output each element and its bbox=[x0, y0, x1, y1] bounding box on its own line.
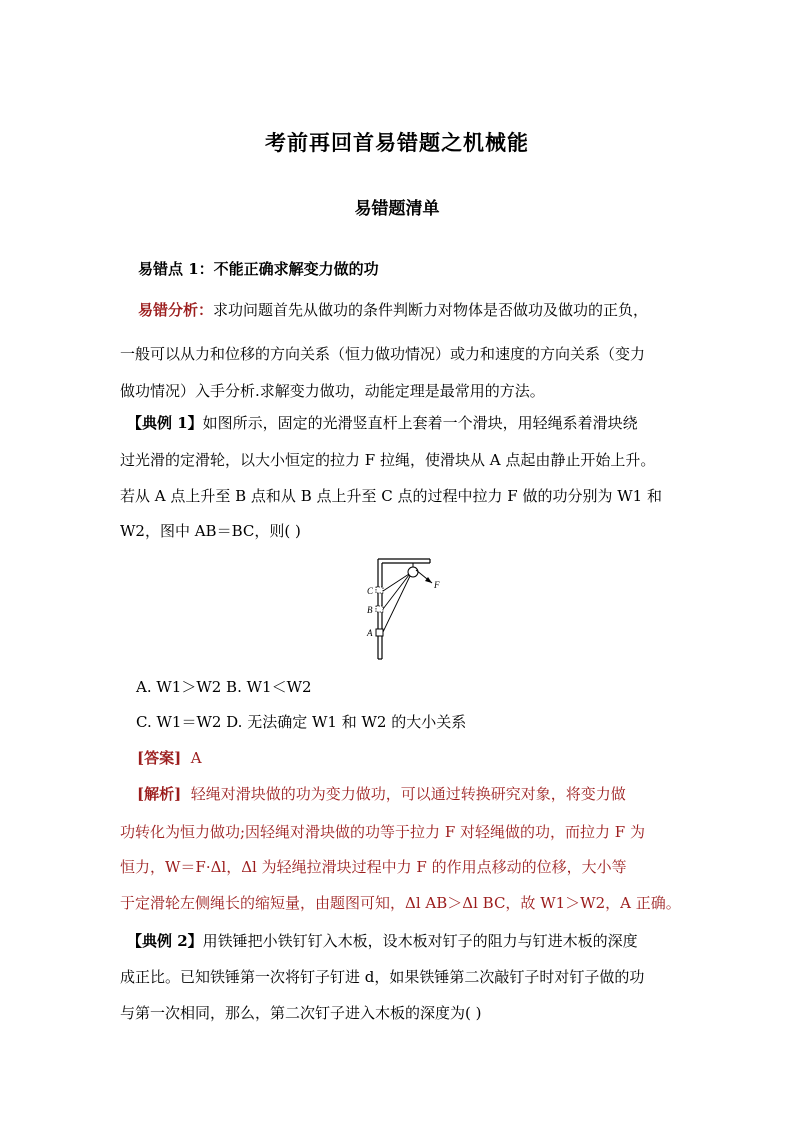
analysis-line-1 bbox=[138, 300, 648, 320]
example1-line-3: 若从 A 点上升至 B 点和从 B 点上升至 C 点的过程中拉力 F 做的功分别为 W1 和 bbox=[120, 487, 662, 505]
label-f: F bbox=[434, 580, 440, 590]
analysis-text-1: 求功问题首先从做功的条件判断力对物体是否做功及做功的正负， bbox=[213, 301, 649, 319]
explain-line-1 bbox=[137, 784, 626, 804]
example1-line-1 bbox=[127, 413, 638, 433]
slider-b bbox=[376, 606, 383, 612]
analysis-line-3: 做功情况）入手分析.求解变力做功，动能定理是最常用的方法。 bbox=[120, 382, 545, 400]
rope-to-b bbox=[383, 575, 409, 609]
label-b: B bbox=[367, 605, 373, 615]
explain-text-1: 轻绳对滑块做的功为变力做功，可以通过转换研究对象，将变力做 bbox=[190, 785, 626, 803]
rope-to-c bbox=[383, 574, 409, 591]
example1-line-2: 过光滑的定滑轮，以大小恒定的拉力 F 拉绳，使滑块从 A 点起由静止开始上升。 bbox=[120, 451, 656, 469]
explain-label: [解析] bbox=[137, 785, 182, 803]
example1-label: 【典例 1】 bbox=[127, 414, 203, 432]
example2-line-3: 与第一次相同，那么，第二次钉子进入木板的深度为( ) bbox=[120, 1004, 482, 1022]
example2-line-1 bbox=[127, 931, 638, 951]
options-line-2: C. W1＝W2 D. 无法确定 W1 和 W2 的大小关系 bbox=[136, 713, 467, 731]
pulley-diagram bbox=[362, 555, 442, 661]
analysis-label: 易错分析： bbox=[138, 301, 214, 319]
pulley-wheel bbox=[408, 567, 418, 577]
example2-label: 【典例 2】 bbox=[127, 932, 203, 950]
options-line-1: A. W1＞W2 B. W1＜W2 bbox=[136, 678, 312, 696]
example1-text-1: 如图所示，固定的光滑竖直杆上套着一个滑块，用轻绳系着滑块绕 bbox=[202, 414, 638, 432]
document-subtitle: 易错题清单 bbox=[354, 199, 440, 219]
label-a: A bbox=[367, 628, 373, 638]
document-title: 考前再回首易错题之机械能 bbox=[265, 130, 529, 155]
point1-heading: 易错点 1：不能正确求解变力做的功 bbox=[138, 260, 379, 278]
answer-label: [答案] bbox=[137, 749, 182, 767]
example2-text-1: 用铁锤把小铁钉钉入木板，设木板对钉子的阻力与钉进木板的深度 bbox=[202, 932, 638, 950]
explain-line-3: 恒力，W＝F·Δl，Δl 为轻绳拉滑块过程中力 F 的作用点移动的位移，大小等 bbox=[120, 858, 627, 876]
slider-a bbox=[376, 629, 383, 636]
example2-line-2: 成正比。已知铁锤第一次将钉子钉进 d，如果铁锤第二次敲钉子时对钉子做的功 bbox=[120, 968, 645, 986]
analysis-line-2: 一般可以从力和位移的方向关系（恒力做功情况）或力和速度的方向关系（变力 bbox=[120, 345, 646, 363]
slider-c bbox=[376, 587, 383, 593]
answer-line bbox=[137, 748, 202, 768]
explain-line-2: 功转化为恒力做功;因轻绳对滑块做的功等于拉力 F 对轻绳做的功，而拉力 F 为 bbox=[120, 823, 645, 841]
label-c: C bbox=[367, 586, 374, 596]
example1-line-4: W2，图中 AB＝BC，则( ) bbox=[120, 522, 301, 540]
explain-line-4: 于定滑轮左侧绳长的缩短量，由题图可知，Δl AB＞Δl BC，故 W1＞W2，A 正确。 bbox=[120, 894, 681, 912]
answer-value: A bbox=[190, 749, 202, 767]
